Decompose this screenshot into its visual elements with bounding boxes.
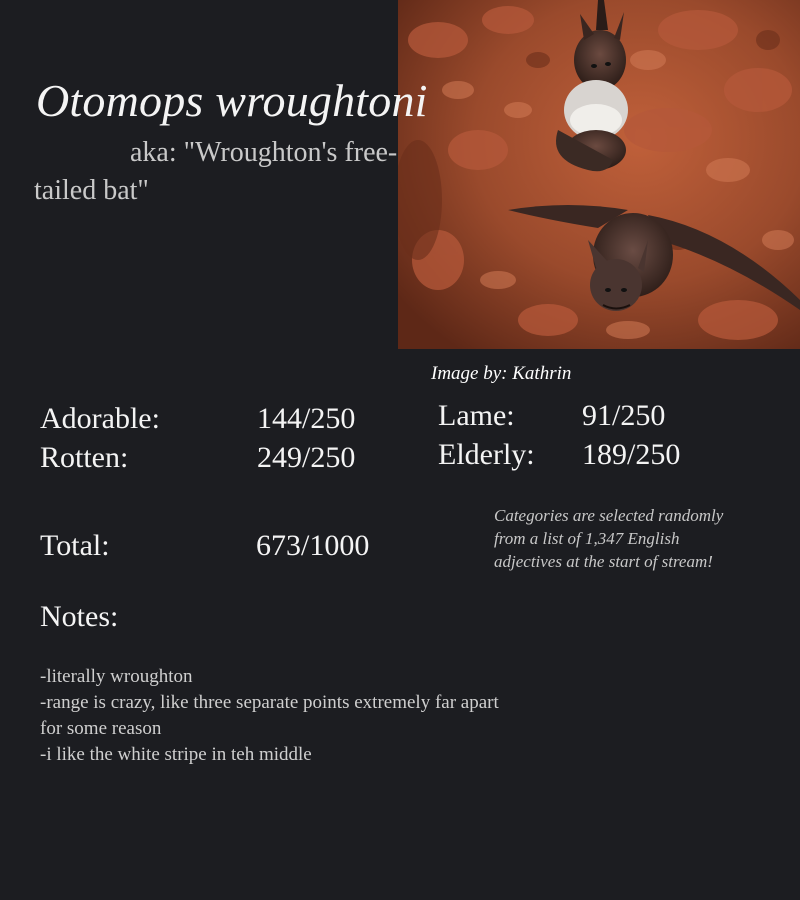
rating-label-lame: Lame: — [438, 399, 515, 432]
total-label: Total: — [40, 529, 110, 562]
note-item: -i like the white stripe in teh middle — [40, 744, 312, 765]
species-scientific-name: Otomops wroughtoni — [36, 75, 428, 126]
rating-score-rotten: 249/250 — [257, 441, 356, 474]
image-credit: Image by: Kathrin — [431, 363, 572, 384]
rating-score-adorable: 144/250 — [257, 402, 356, 435]
rating-label-rotten: Rotten: — [40, 441, 129, 474]
rating-score-lame: 91/250 — [582, 399, 666, 432]
note-item: -range is crazy, like three separate points extremely far apart for some reason — [40, 692, 499, 739]
rating-label-adorable: Adorable: — [40, 402, 160, 435]
bat-photo — [398, 0, 800, 349]
rating-score-elderly: 189/250 — [582, 438, 681, 471]
category-disclaimer: Categories are selected randomly from a list of 1,347 English adjectives at the start of stream! — [494, 506, 724, 571]
total-score: 673/1000 — [256, 529, 370, 562]
note-item: -literally wroughton — [40, 666, 193, 687]
species-common-name: aka: "Wroughton's free-tailed bat" — [34, 137, 398, 206]
notes-heading: Notes: — [40, 600, 119, 633]
notes-list — [40, 664, 520, 768]
rating-label-elderly: Elderly: — [438, 438, 535, 471]
